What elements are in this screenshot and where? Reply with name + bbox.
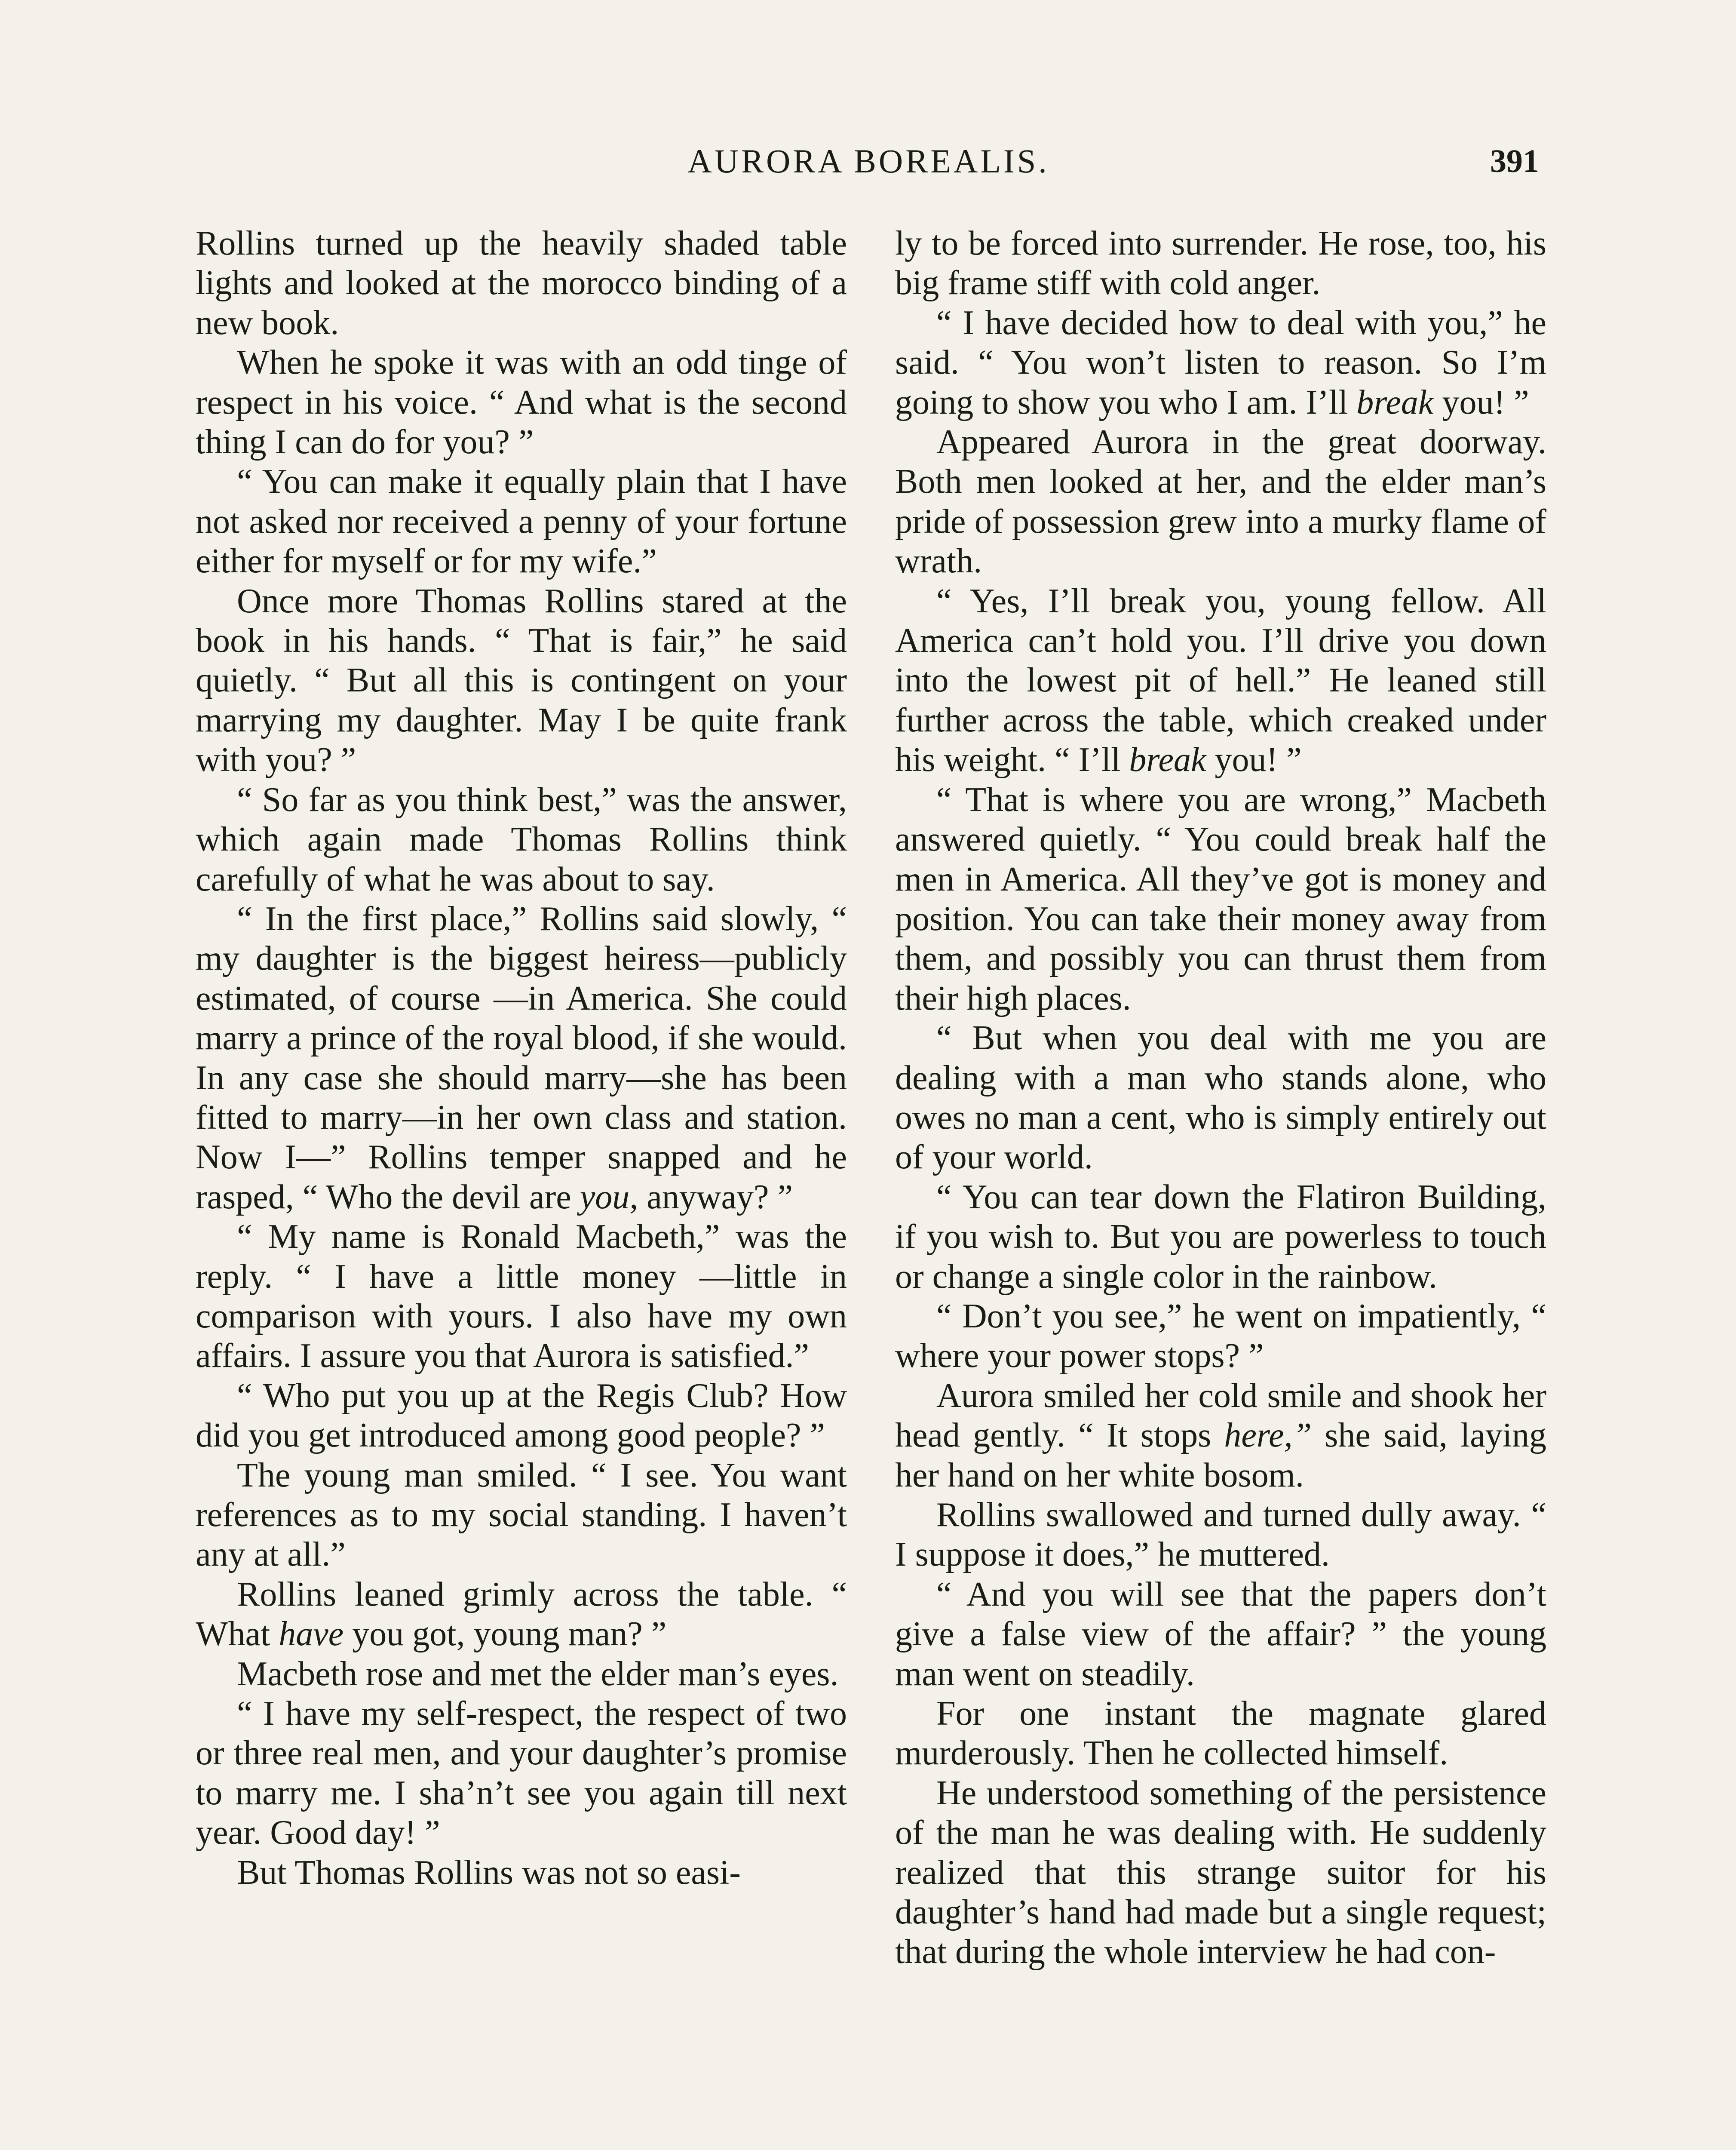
paragraph [196,780,847,899]
paragraph [895,1773,1546,1972]
paragraph [196,224,847,343]
paragraph [196,899,847,1217]
paragraph [196,1654,847,1694]
paragraph [895,1575,1546,1694]
paragraph [196,462,847,581]
running-head [198,138,1539,189]
left-column [196,224,847,1892]
italic-text: break [1129,741,1206,779]
text-run: she said, laying her hand on her white bosom. [895,1416,1546,1494]
text-run: “ Who put you up at the Regis Club? How did you get introduced among good people? ” [196,1376,847,1455]
paragraph [895,303,1546,422]
text-run: “ That is where you are wrong,” Macbeth answered quietly. “ You could break half the men in America. All they’ve got is money and position. You can take their money away from them, and possibly you can thrust them from their high places. [895,780,1546,1017]
text-run: “ I have decided how to deal with you,” he said. “ You won’t listen to reason. So I’m going to show you who I am. I’ll [895,304,1546,421]
text-run: He understood something of the persistence of the man he was dealing with. He suddenly realized that this strange suitor for his daughter’s hand had made but a single request; that during the whole interview he had con- [895,1774,1546,1971]
text-run: “ But when you deal with me you are dealing with a man who stands alone, who owes no man a cent, who is simply entirely out of your world. [895,1019,1546,1176]
text-run: “ Yes, I’ll break you, young fellow. All America can’t hold you. I’ll drive you down into the lowest pit of hell.” He leaned still further across the table, which creaked under his weight. “ I’ll [895,582,1546,779]
text-run: you! ” [1206,741,1302,779]
text-run: “ Don’t you see,” he went on impatiently, “ where your power stops? ” [895,1297,1546,1375]
paragraph [895,422,1546,581]
paragraph [895,581,1546,780]
text-run: anyway? ” [638,1178,793,1216]
paragraph [895,1694,1546,1773]
text-run: Appeared Aurora in the great doorway. Both men looked at her, and the elder man’s pride of possession grew into a murky flame of wrath. [895,423,1546,580]
text-run: For one instant the magnate glared murderously. Then he collected himself. [895,1695,1546,1772]
text-run: Rollins swallowed and turned dully away. “ I suppose it does,” he muttered. [895,1496,1546,1574]
text-run: Rollins turned up the heavily shaded table lights and looked at the morocco binding of a new book. [196,224,847,342]
text-run: “ So far as you think best,” was the answer, which again made Thomas Rollins think carefully of what he was about to say. [196,780,847,898]
text-run: But Thomas Rollins was not so easi- [237,1853,741,1892]
text-run: “ I have my self-respect, the respect of two or three real men, and your daughter’s promise to marry me. I sha’n’t see you again till next year. Good day! ” [196,1695,847,1852]
text-run: ly to be forced into surrender. He rose, too, his big frame stiff with cold anger. [895,224,1546,302]
paragraph [196,1694,847,1853]
italic-text: break [1356,383,1434,421]
text-run: The young man smiled. “ I see. You want references as to my social standing. I haven’t any at all.” [196,1456,847,1574]
text-run: Aurora smiled her cold smile and shook her head gently. “ It stops [895,1376,1546,1455]
paragraph [895,1018,1546,1177]
running-title: AURORA BOREALIS. [687,142,1049,180]
text-run: Macbeth rose and met the elder man’s eyes. [237,1655,839,1693]
italic-text: here,” [1224,1416,1312,1455]
text-run: “ You can tear down the Flatiron Building, if you wish to. But you are powerless to touch or change a single color in the rainbow. [895,1178,1546,1296]
text-run: Rollins leaned grimly across the table. “ What [196,1575,847,1653]
paragraph [895,1296,1546,1376]
italic-text: you, [580,1178,638,1216]
paragraph [196,1456,847,1575]
text-run: Once more Thomas Rollins stared at the book in his hands. “ That is fair,” he said quietly. “ But all this is contingent on your marrying my daughter. May I be quite frank with you? ” [196,582,847,779]
text-run: you got, young man? ” [344,1615,667,1653]
paragraph [196,1217,847,1376]
paragraph [895,780,1546,1018]
paragraph [196,1853,847,1892]
paragraph [895,1376,1546,1495]
paragraph [196,1376,847,1456]
text-run: When he spoke it was with an odd tinge of respect in his voice. “ And what is the second thing I can do for you? ” [196,344,847,461]
text-run: you! ” [1433,383,1529,421]
paragraph [895,1177,1546,1296]
paragraph [196,581,847,780]
paragraph [196,1575,847,1654]
text-run: “ In the first place,” Rollins said slowly, “ my daughter is the biggest heiress—publicly estimated, of course —in America. She could marry a prince of the royal blood, if she would. In any case she should marry—she has been fitted to marry—in her own class and station. Now I—” Rollins temper snapped and he rasped, “ Who the devil are [196,900,847,1216]
page-number: 391 [1490,143,1539,179]
text-run: “ My name is Ronald Macbeth,” was the reply. “ I have a little money —little in comparison with yours. I also have my own affairs. I assure you that Aurora is satisfied.” [196,1218,847,1375]
right-column [895,224,1546,1972]
paragraph [895,1495,1546,1575]
paragraph [196,343,847,462]
text-run: “ And you will see that the papers don’t give a false view of the affair? ” the young man went on steadily. [895,1575,1546,1693]
paragraph [895,224,1546,303]
text-run: “ You can make it equally plain that I have not asked nor received a penny of your fortune either for myself or for my wife.” [196,463,847,580]
italic-text: have [279,1615,344,1653]
